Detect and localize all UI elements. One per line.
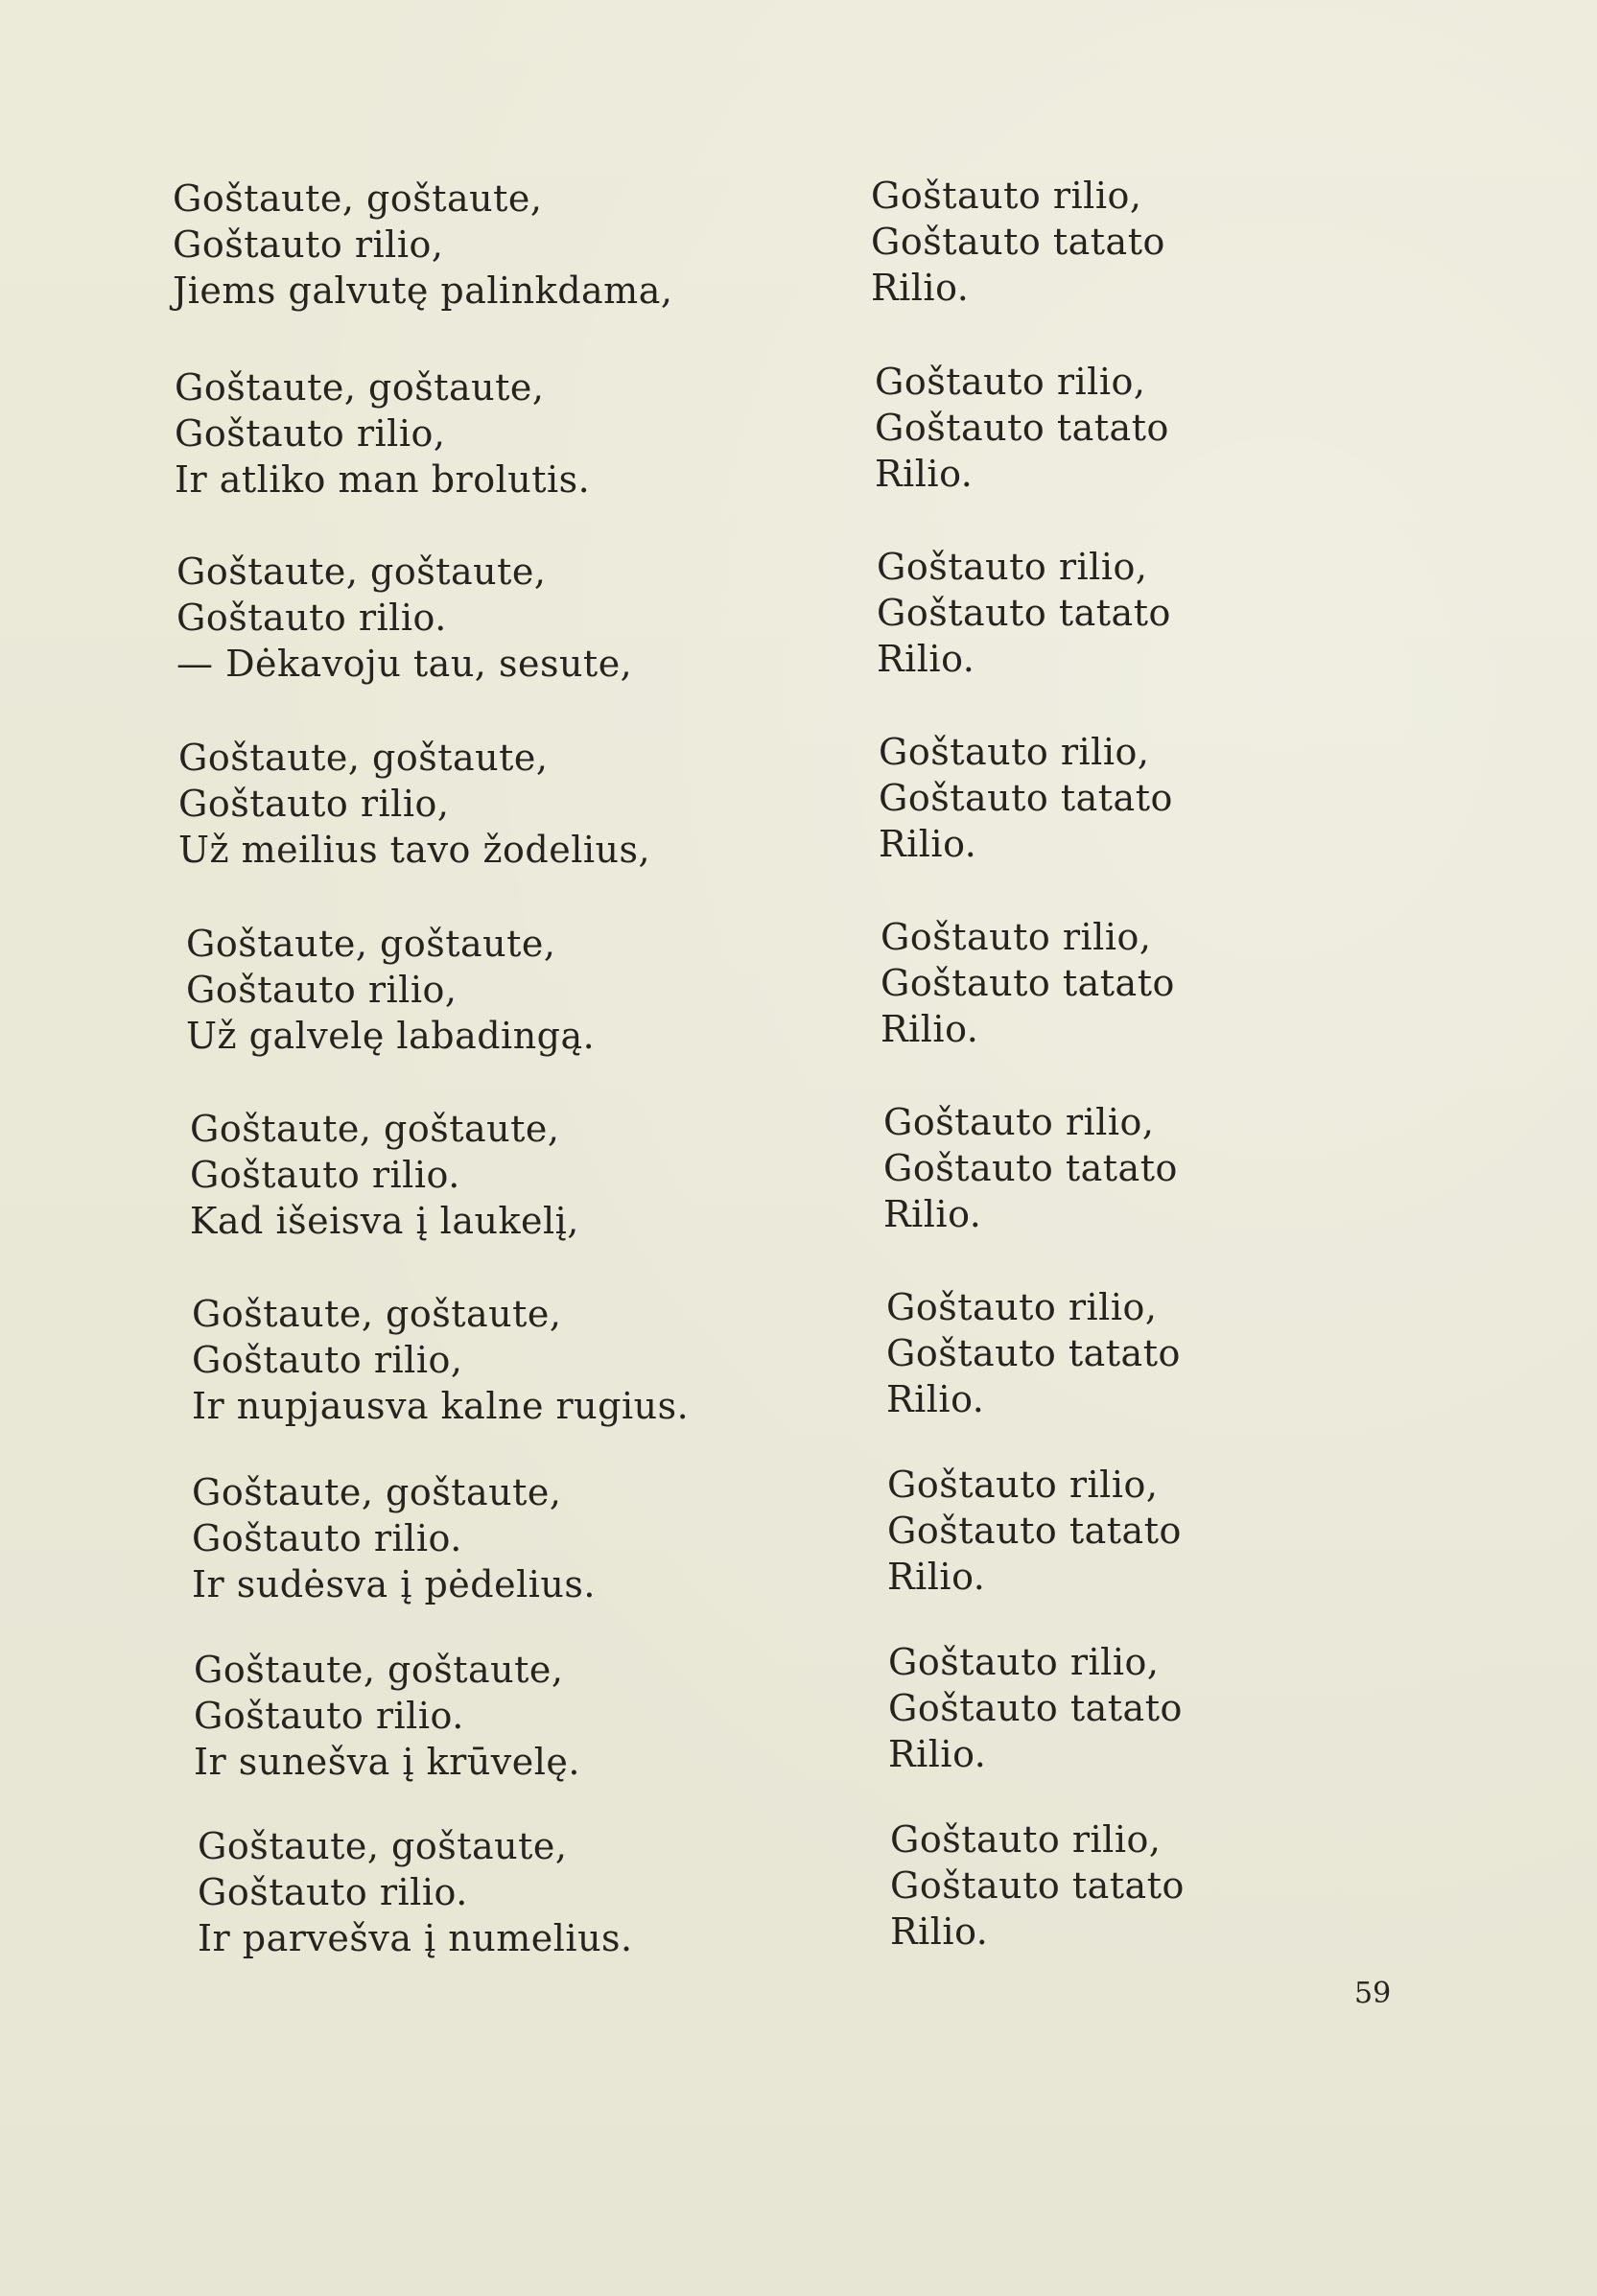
refrain-line: Rilio. <box>888 1733 987 1775</box>
refrain-line: Rilio. <box>886 1378 985 1420</box>
stanza-right-10 <box>890 1816 1185 1955</box>
stanza-right-7 <box>886 1284 1181 1422</box>
verse-line: Goštaute, goštaute, <box>175 366 545 409</box>
verse-line: Goštaute, goštaute, <box>176 551 547 593</box>
stanza-left-7 <box>192 1291 689 1429</box>
verse-line: Goštaute, goštaute, <box>192 1293 562 1335</box>
refrain-line: Rilio. <box>879 823 977 865</box>
refrain-line: Rilio. <box>877 638 975 680</box>
verse-line: Už galvelę labadingą. <box>186 1015 596 1057</box>
verse-line: — Dėkavoju tau, sesute, <box>176 643 633 685</box>
refrain-line: Goštauto rilio, <box>890 1818 1162 1861</box>
verse-line: Ir sunešva į krūvelę. <box>194 1741 580 1783</box>
verse-line: Goštaute, goštaute, <box>178 737 549 779</box>
refrain-line: Goštauto tatato <box>883 1147 1178 1189</box>
refrain-line: Goštauto tatato <box>886 1332 1181 1374</box>
refrain-line: Goštauto rilio, <box>871 175 1142 217</box>
refrain-line: Rilio. <box>883 1193 982 1235</box>
stanza-right-5 <box>881 914 1175 1052</box>
refrain-line: Goštauto rilio, <box>879 731 1150 773</box>
stanza-right-1 <box>871 173 1165 311</box>
stanza-left-10 <box>198 1823 633 1961</box>
refrain-line: Rilio. <box>890 1910 989 1953</box>
refrain-line: Goštauto rilio, <box>877 546 1148 588</box>
stanza-left-6 <box>190 1106 579 1244</box>
verse-line: Kad išeisva į laukelį, <box>190 1200 579 1242</box>
verse-line: Goštauto rilio. <box>192 1517 462 1559</box>
verse-line: Goštauto rilio, <box>186 969 458 1011</box>
refrain-line: Rilio. <box>887 1556 986 1598</box>
verse-line: Jiems galvutę palinkdama, <box>173 269 673 312</box>
stanza-right-6 <box>883 1099 1178 1237</box>
refrain-line: Goštauto tatato <box>875 407 1169 449</box>
stanza-right-2 <box>875 359 1169 497</box>
verse-line: Goštaute, goštaute, <box>190 1108 560 1150</box>
refrain-line: Goštauto rilio, <box>888 1641 1160 1683</box>
verse-line: Goštauto rilio, <box>175 412 446 455</box>
verse-line: Goštaute, goštaute, <box>186 923 556 965</box>
verse-line: Goštauto rilio. <box>198 1871 468 1913</box>
verse-line: Goštaute, goštaute, <box>192 1471 562 1513</box>
verse-line: Goštauto rilio, <box>192 1339 463 1381</box>
verse-line: Ir sudėsva į pėdelius. <box>192 1563 596 1605</box>
stanza-left-9 <box>194 1647 580 1785</box>
verse-line: Goštauto rilio, <box>178 783 450 825</box>
stanza-left-1 <box>173 176 672 314</box>
stanza-left-8 <box>192 1469 596 1607</box>
verse-line: Goštaute, goštaute, <box>194 1649 564 1691</box>
refrain-line: Goštauto tatato <box>881 962 1175 1004</box>
verse-line: Ir parvešva į numelius. <box>198 1917 633 1959</box>
refrain-line: Rilio. <box>881 1008 979 1050</box>
refrain-line: Rilio. <box>871 267 970 309</box>
refrain-line: Goštauto tatato <box>890 1864 1185 1907</box>
refrain-line: Goštauto rilio, <box>883 1101 1155 1143</box>
stanza-left-3 <box>176 549 632 687</box>
stanza-right-9 <box>888 1639 1183 1777</box>
stanza-right-3 <box>877 544 1171 682</box>
refrain-line: Goštauto rilio, <box>881 916 1152 958</box>
verse-line: Už meilius tavo žodelius, <box>178 829 651 871</box>
refrain-line: Rilio. <box>875 453 974 495</box>
refrain-line: Goštauto tatato <box>877 592 1171 634</box>
verse-line: Goštaute, goštaute, <box>198 1825 568 1867</box>
page-number: 59 <box>1354 1977 1392 2010</box>
verse-line: Goštauto rilio. <box>176 597 447 639</box>
stanza-left-2 <box>175 364 590 503</box>
refrain-line: Goštauto rilio, <box>875 361 1146 403</box>
stanza-right-4 <box>879 729 1173 867</box>
refrain-line: Goštauto tatato <box>888 1687 1183 1729</box>
verse-line: Goštauto rilio. <box>190 1154 460 1196</box>
refrain-line: Goštauto tatato <box>871 221 1165 263</box>
stanza-left-5 <box>186 921 595 1059</box>
refrain-line: Goštauto tatato <box>879 777 1173 819</box>
refrain-line: Goštauto tatato <box>887 1510 1182 1552</box>
refrain-line: Goštauto rilio, <box>887 1464 1159 1506</box>
stanza-left-4 <box>178 735 650 873</box>
verse-line: Goštauto rilio. <box>194 1695 464 1737</box>
verse-line: Ir nupjausva kalne rugius. <box>192 1385 690 1427</box>
refrain-line: Goštauto rilio, <box>886 1286 1158 1328</box>
verse-line: Goštauto rilio, <box>173 223 444 266</box>
stanza-right-8 <box>887 1462 1182 1600</box>
verse-line: Ir atliko man brolutis. <box>175 458 591 501</box>
verse-line: Goštaute, goštaute, <box>173 177 543 220</box>
